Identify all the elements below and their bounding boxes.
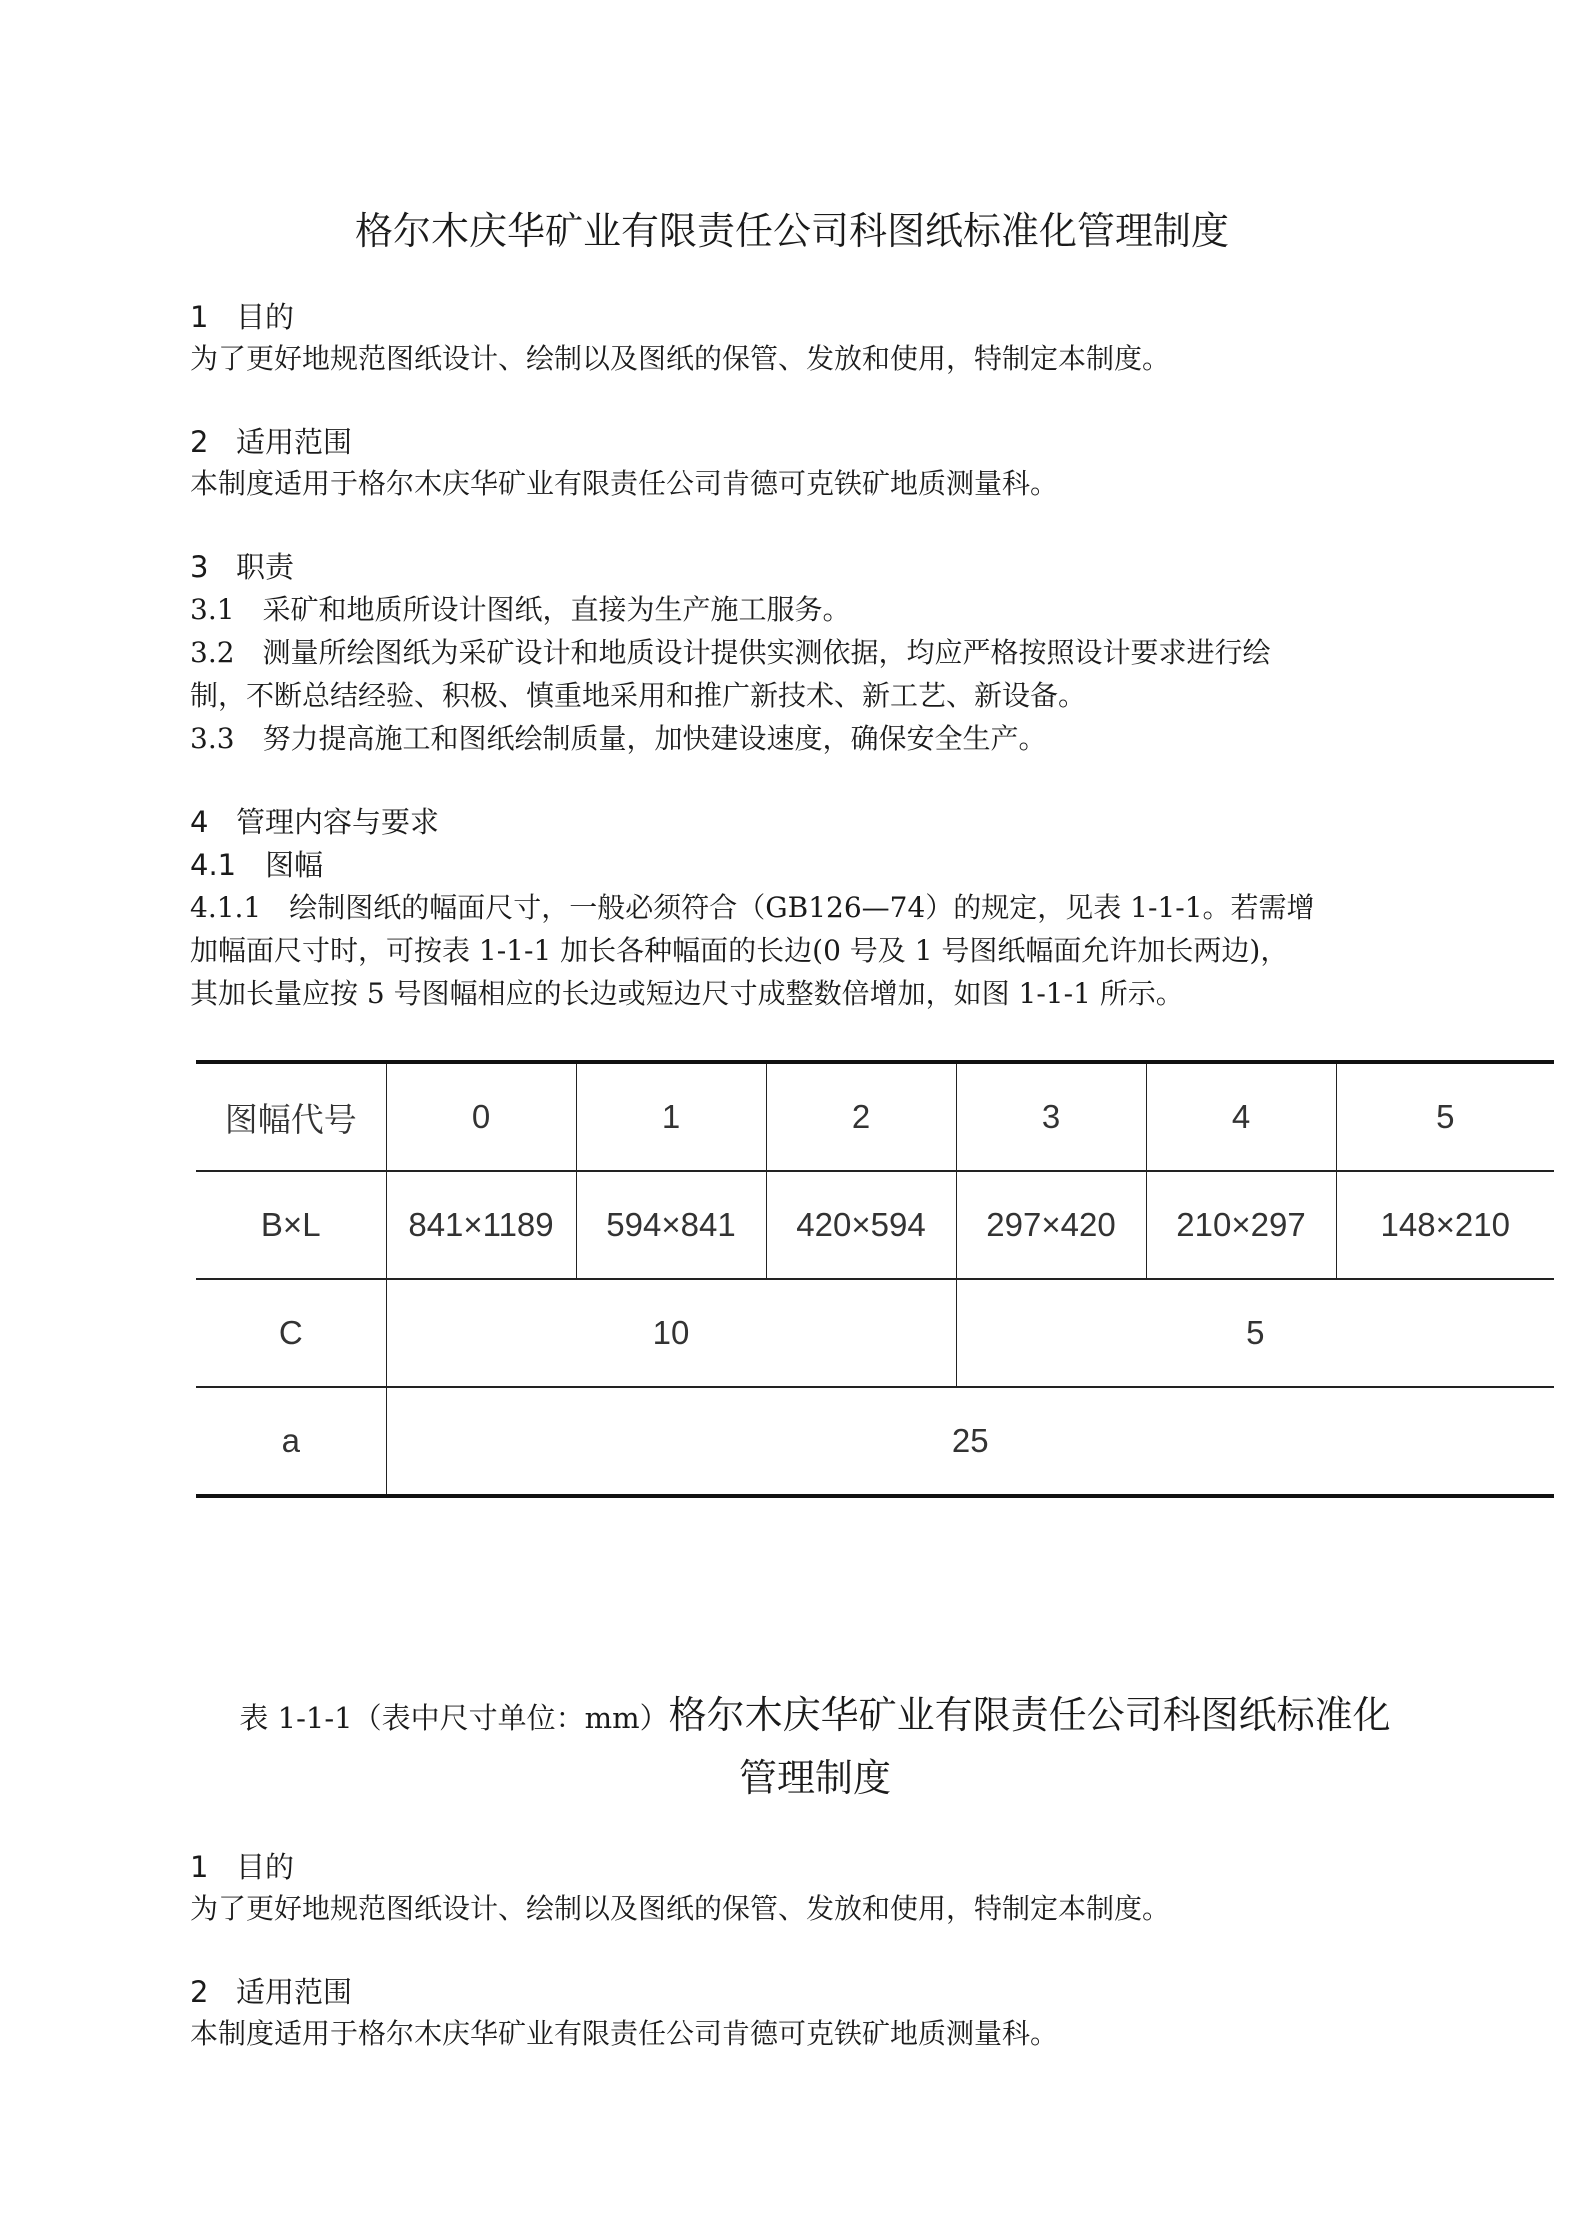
- paper-size-table: [196, 1060, 1554, 1498]
- document-title: 格尔木庆华矿业有限责任公司科图纸标准化管理制度: [354, 209, 1229, 253]
- subsection-heading: 4.1 图幅: [190, 848, 324, 882]
- table-cell: 0: [386, 1062, 576, 1171]
- table-cell: 148×210: [1336, 1171, 1554, 1279]
- table-cell: 594×841: [576, 1171, 766, 1279]
- table-row: [196, 1387, 1554, 1496]
- table-caption-title: [190, 1685, 1440, 1808]
- section-heading: 2 适用范围: [190, 1975, 353, 2009]
- table-cell: 1: [576, 1062, 766, 1171]
- table-row: [196, 1279, 1554, 1387]
- section-heading: 3 职责: [190, 550, 295, 584]
- table-cell: 5: [956, 1279, 1554, 1387]
- table-cell: 297×420: [956, 1171, 1146, 1279]
- paragraph-purpose: 为了更好地规范图纸设计、绘制以及图纸的保管、发放和使用，特制定本制度。: [190, 342, 1171, 375]
- section-heading: 1 目的: [190, 1850, 295, 1884]
- table-row: [196, 1171, 1554, 1279]
- table-cell: 2: [766, 1062, 956, 1171]
- document-title-repeat: 格尔木庆华矿业有限责任公司科图纸标准化: [668, 1693, 1391, 1737]
- table-cell: C: [196, 1279, 386, 1387]
- table-cell: 5: [1336, 1062, 1554, 1171]
- paragraph-4-1-1-cont: 其加长量应按 5 号图幅相应的长边或短边尺寸成整数倍增加，如图 1-1-1 所示。: [190, 977, 1184, 1010]
- table-cell: 420×594: [766, 1171, 956, 1279]
- paragraph-4-1-1-cont: 加幅面尺寸时，可按表 1-1-1 加长各种幅面的长边(0 号及 1 号图纸幅面允许加长两边)，: [190, 934, 1289, 967]
- section-heading: 2 适用范围: [190, 425, 353, 459]
- table-caption: 表 1-1-1（表中尺寸单位：mm）: [239, 1701, 669, 1735]
- table-cell: 25: [386, 1387, 1554, 1496]
- table-cell: 图幅代号: [196, 1062, 386, 1171]
- paragraph-4-1-1: 4.1.1 绘制图纸的幅面尺寸，一般必须符合（GB126—74）的规定，见表 1-1-1。若需增: [190, 891, 1315, 924]
- paragraph-scope: 本制度适用于格尔木庆华矿业有限责任公司肯德可克铁矿地质测量科。: [190, 467, 1059, 500]
- paragraph-scope: 本制度适用于格尔木庆华矿业有限责任公司肯德可克铁矿地质测量科。: [190, 2017, 1059, 2050]
- table-cell: a: [196, 1387, 386, 1496]
- table-cell: 4: [1146, 1062, 1336, 1171]
- table-cell: 10: [386, 1279, 956, 1387]
- section-heading: 1 目的: [190, 300, 295, 334]
- paragraph-duty-3-3: 3.3 努力提高施工和图纸绘制质量，加快建设速度，确保安全生产。: [190, 722, 1047, 755]
- paragraph-purpose: 为了更好地规范图纸设计、绘制以及图纸的保管、发放和使用，特制定本制度。: [190, 1892, 1171, 1925]
- paragraph-duty-3-2-cont: 制，不断总结经验、积极、慎重地采用和推广新技术、新工艺、新设备。: [190, 679, 1087, 712]
- paragraph-duty-3-2: 3.2 测量所绘图纸为采矿设计和地质设计提供实测依据，均应严格按照设计要求进行绘: [190, 636, 1271, 669]
- section-heading: 4 管理内容与要求: [190, 805, 440, 839]
- table-cell: B×L: [196, 1171, 386, 1279]
- table-row: [196, 1062, 1554, 1171]
- table-cell: 3: [956, 1062, 1146, 1171]
- document-title-repeat-cont: 管理制度: [738, 1756, 891, 1800]
- table-cell: 841×1189: [386, 1171, 576, 1279]
- table-cell: 210×297: [1146, 1171, 1336, 1279]
- paragraph-duty-3-1: 3.1 采矿和地质所设计图纸，直接为生产施工服务。: [190, 593, 851, 626]
